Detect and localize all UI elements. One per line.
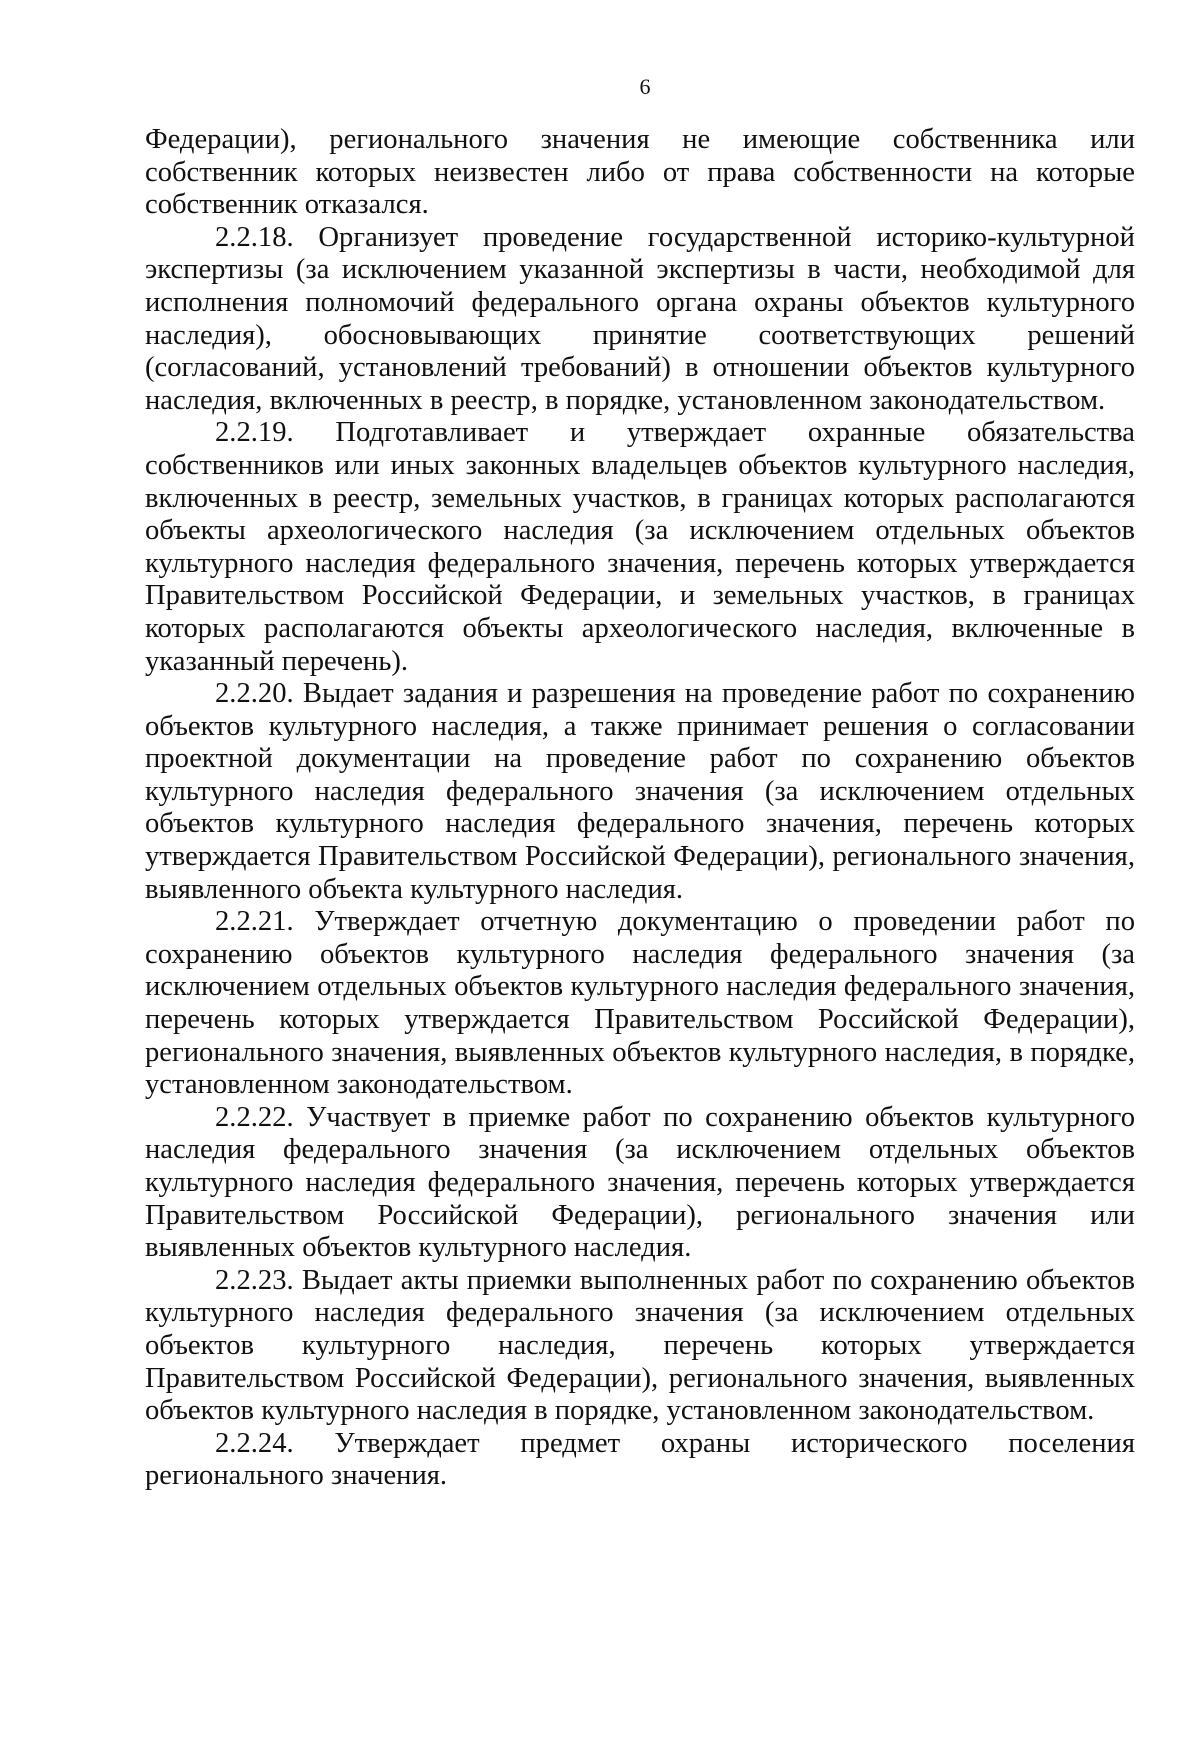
paragraph-2-2-24: 2.2.24. Утверждает предмет охраны исторического поселения регионального значения. xyxy=(145,1427,1135,1492)
paragraph-2-2-19: 2.2.19. Подготавливает и утверждает охранные обязательства собственников или иных законных владельцев объектов культурного наследия, включенных в реестр, земельных участков, в границах которых располагаются объекты археологического наследия (за исключением отдельных объектов культурного наследия федерального значения, перечень которых утверждается Правительством Российской Федерации, и земельных участков, в границах которых располагаются объекты археологического наследия, включенные в указанный перечень). xyxy=(145,417,1135,677)
paragraph-2-2-22: 2.2.22. Участвует в приемке работ по сохранению объектов культурного наследия федерального значения (за исключением отдельных объектов культурного наследия федерального значения, перечень которых утверждается Правительством Российской Федерации), регионального значения или выявленных объектов культурного наследия. xyxy=(145,1101,1135,1264)
paragraph-2-2-20: 2.2.20. Выдает задания и разрешения на проведение работ по сохранению объектов культурного наследия, а также принимает решения о согласовании проектной документации на проведение работ по сохранению объектов культурного наследия федерального значения (за исключением отдельных объектов культурного наследия федерального значения, перечень которых утверждается Правительством Российской Федерации), регионального значения, выявленного объекта культурного наследия. xyxy=(145,678,1135,905)
page-number: 6 xyxy=(639,74,651,99)
paragraph-continuation: Федерации), регионального значения не имеющие собственника или собственник которых неизвестен либо от права собственности на которые собственник отказался. xyxy=(145,124,1135,221)
paragraph-2-2-23: 2.2.23. Выдает акты приемки выполненных работ по сохранению объектов культурного наследия федерального значения (за исключением отдельных объектов культурного наследия, перечень которых утверждается Правительством Российской Федерации), регионального значения, выявленных объектов культурного наследия в порядке, установленном законодательством. xyxy=(145,1264,1135,1427)
paragraph-2-2-21: 2.2.21. Утверждает отчетную документацию о проведении работ по сохранению объектов культурного наследия федерального значения (за исключением отдельных объектов культурного наследия федерального значения, перечень которых утверждается Правительством Российской Федерации), регионального значения, выявленных объектов культурного наследия, в порядке, установленном законодательством. xyxy=(145,906,1135,1101)
document-body xyxy=(145,124,1135,1493)
paragraph-2-2-18: 2.2.18. Организует проведение государственной историко-культурной экспертизы (за исключением указанной экспертизы в части, необходимой для исполнения полномочий федерального органа охраны объектов культурного наследия), обосновывающих принятие соответствующих решений (согласований, установлений требований) в отношении объектов культурного наследия, включенных в реестр, в порядке, установленном законодательством. xyxy=(145,221,1135,416)
